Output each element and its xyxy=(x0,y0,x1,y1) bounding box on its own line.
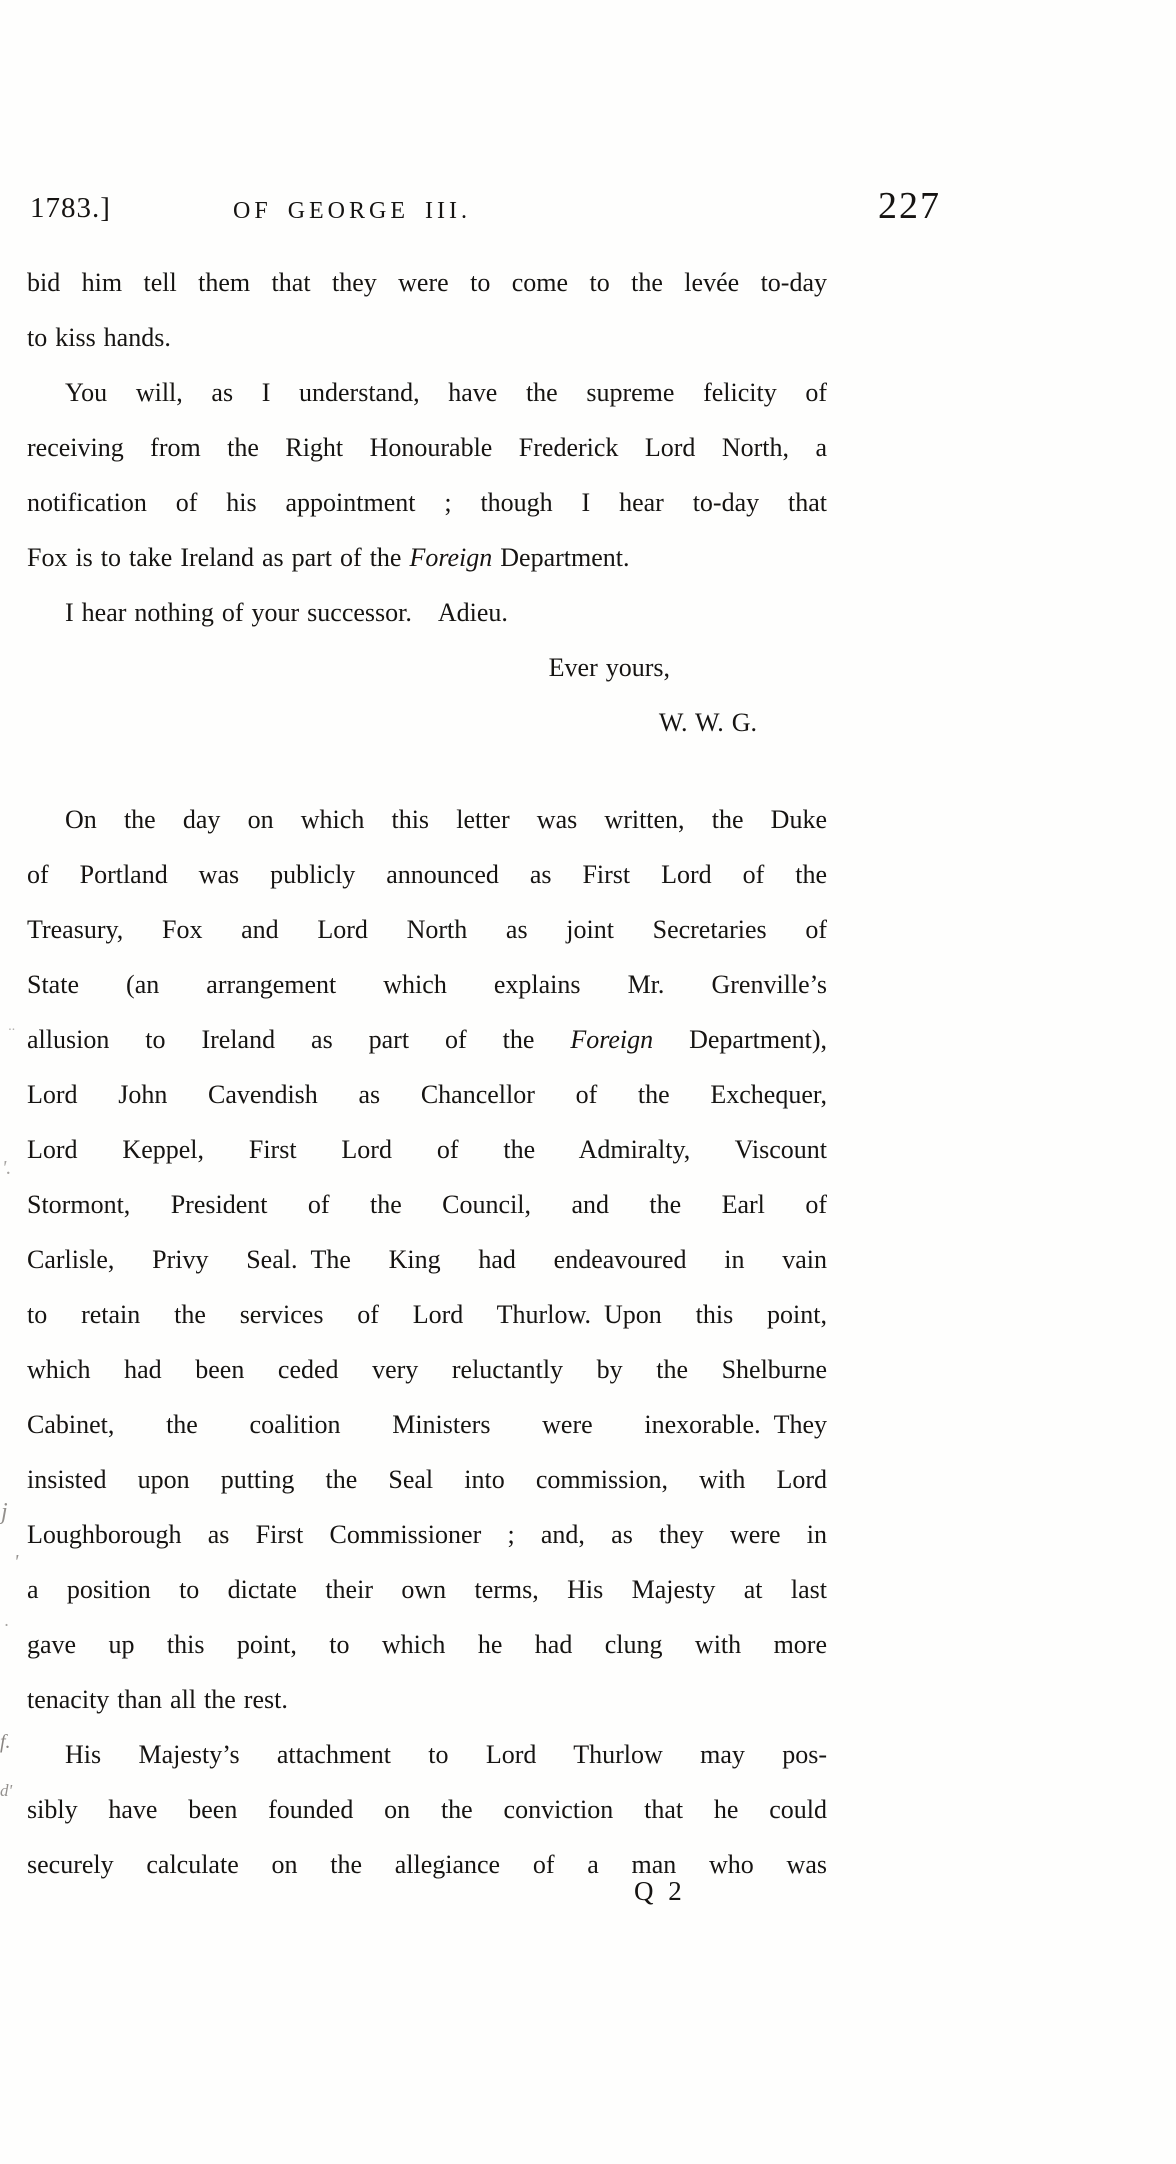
header-year-marker: 1783.] xyxy=(30,192,111,224)
text-segment: Fox is to take Ireland as part of the xyxy=(27,543,410,572)
text-segment: On the day on which this letter was written, the Duke xyxy=(65,805,827,834)
letter-para-2-line xyxy=(27,475,827,530)
letter-para-2-line xyxy=(27,420,827,475)
text-segment: Cabinet, the coalition Ministers were inexorable. They xyxy=(27,1410,827,1439)
text-segment: of Portland was publicly announced as First Lord of the xyxy=(27,860,827,889)
ink-smudge-artifact: ·· xyxy=(8,1023,15,1038)
page-number: 227 xyxy=(878,185,941,227)
narrative-para-2-line xyxy=(27,1837,827,1892)
letter-para-1-line xyxy=(27,310,827,365)
running-title: OF GEORGE III. xyxy=(233,198,471,224)
text-segment: You will, as I understand, have the supreme felicity of xyxy=(65,378,827,407)
text-segment: Department. xyxy=(492,543,630,572)
narrative-para-1-line xyxy=(27,1397,827,1452)
narrative-para-1-line xyxy=(27,1177,827,1232)
ink-smudge-artifact: ' xyxy=(14,1551,19,1573)
ink-smudge-artifact: j xyxy=(1,1499,8,1525)
narrative-para-1-line xyxy=(27,1232,827,1287)
ink-smudge-artifact: '. xyxy=(2,1157,12,1179)
ink-smudge-artifact: · xyxy=(4,1615,9,1635)
text-segment: Carlisle, Privy Seal. The King had endeavoured in vain xyxy=(27,1245,827,1274)
text-segment: insisted upon putting the Seal into commission, with Lord xyxy=(27,1465,827,1494)
narrative-para-1-line xyxy=(27,902,827,957)
text-segment: Treasury, Fox and Lord North as joint Secretaries of xyxy=(27,915,827,944)
text-segment: a position to dictate their own terms, His Majesty at last xyxy=(27,1575,827,1604)
letter-closing-line xyxy=(27,695,827,750)
italic-text-segment: Foreign xyxy=(570,1025,654,1054)
text-segment: allusion to Ireland as part of the xyxy=(27,1025,571,1054)
text-segment: bid him tell them that they were to come to the levée to-day xyxy=(27,268,827,297)
text-segment: Department), xyxy=(653,1025,827,1054)
narrative-para-1-line xyxy=(27,1507,827,1562)
text-segment: which had been ceded very reluctantly by the Shelburne xyxy=(27,1355,827,1384)
text-segment: State (an arrangement which explains Mr. Grenville’s xyxy=(27,970,827,999)
narrative-para-1-line xyxy=(27,1342,827,1397)
text-segment: securely calculate on the allegiance of a man who was xyxy=(27,1850,827,1879)
printers-signature-mark: Q 2 xyxy=(634,1876,686,1906)
italic-text-segment: Foreign xyxy=(409,543,493,572)
narrative-para-1-line xyxy=(27,1672,827,1727)
letter-para-3-line xyxy=(27,585,827,640)
letter-para-2-line xyxy=(27,365,827,420)
narrative-para-2-line xyxy=(27,1782,827,1837)
text-segment: Lord John Cavendish as Chancellor of the Exchequer, xyxy=(27,1080,827,1109)
text-segment: sibly have been founded on the conviction that he could xyxy=(27,1795,827,1824)
text-segment: Stormont, President of the Council, and the Earl of xyxy=(27,1190,827,1219)
text-segment: tenacity than all the rest. xyxy=(27,1685,288,1714)
text-segment: Lord Keppel, First Lord of the Admiralty, Viscount xyxy=(27,1135,827,1164)
narrative-para-1-line xyxy=(27,1067,827,1122)
narrative-para-1-line xyxy=(27,847,827,902)
narrative-para-1-line xyxy=(27,1617,827,1672)
narrative-para-1-line xyxy=(27,1122,827,1177)
letter-para-1-line xyxy=(27,255,827,310)
narrative-para-1-line xyxy=(27,792,827,847)
ink-smudge-artifact: d' xyxy=(0,1781,13,1800)
page-body-text xyxy=(27,255,827,1892)
ink-smudge-artifact: f. xyxy=(0,1731,11,1753)
narrative-para-2-line xyxy=(27,1727,827,1782)
text-segment: His Majesty’s attachment to Lord Thurlow may pos- xyxy=(65,1740,827,1769)
text-segment: gave up this point, to which he had clung with more xyxy=(27,1630,827,1659)
narrative-para-1-line xyxy=(27,957,827,1012)
letter-closing-line xyxy=(27,640,827,695)
narrative-para-1-line xyxy=(27,1452,827,1507)
text-segment: I hear nothing of your successor. Adieu. xyxy=(65,598,508,627)
narrative-para-1-line xyxy=(27,1012,827,1067)
narrative-para-1-line xyxy=(27,1562,827,1617)
text-segment: to retain the services of Lord Thurlow. Upon this point, xyxy=(27,1300,827,1329)
letter-para-2-line xyxy=(27,530,827,585)
text-segment: receiving from the Right Honourable Frederick Lord North, a xyxy=(27,433,827,462)
text-segment: W. W. G. xyxy=(658,708,757,737)
text-segment: notification of his appointment ; though I hear to-day that xyxy=(27,488,827,517)
narrative-para-1-line xyxy=(27,1287,827,1342)
text-segment: to kiss hands. xyxy=(27,323,171,352)
text-segment: Ever yours, xyxy=(548,653,670,682)
text-segment: Loughborough as First Commissioner ; and, as they were in xyxy=(27,1520,827,1549)
